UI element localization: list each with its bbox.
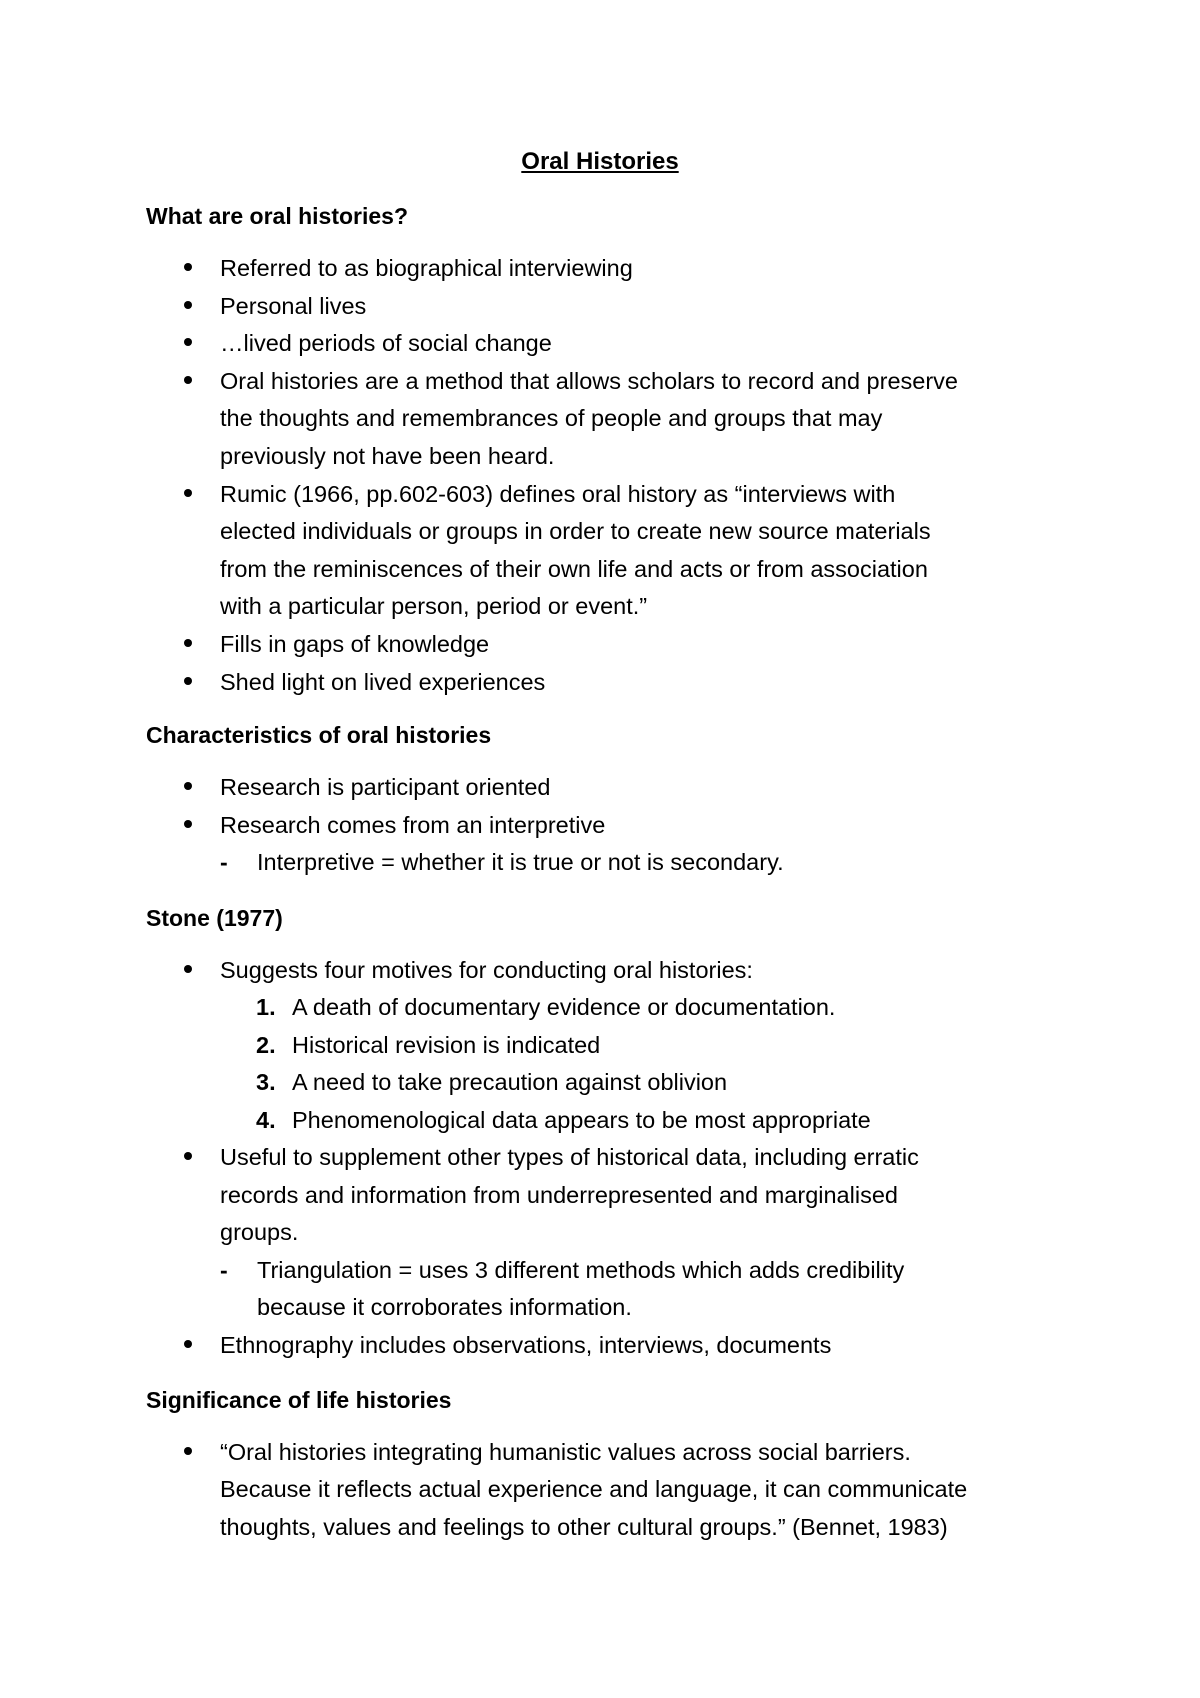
list-item: “Oral histories integrating humanistic values across social barriers. <box>220 1439 911 1465</box>
list-item-continuation: thoughts, values and feelings to other cultural groups.” (Bennet, 1983) <box>220 1514 948 1540</box>
dash-marker: - <box>220 849 228 875</box>
numbered-marker: 2. <box>256 1032 276 1058</box>
list-item: Suggests four motives for conducting oral histories: <box>220 957 753 983</box>
section-heading-significance: Significance of life histories <box>146 1387 452 1413</box>
bullet-dot <box>184 376 192 384</box>
section-heading-what-are: What are oral histories? <box>146 203 409 229</box>
list-item-continuation: elected individuals or groups in order to create new source materials <box>220 518 931 544</box>
bullet-dot <box>184 1447 192 1455</box>
bullet-dot <box>184 1152 192 1160</box>
list-item-continuation: the thoughts and remembrances of people and groups that may <box>220 405 883 431</box>
sub-item: Interpretive = whether it is true or not is secondary. <box>257 849 784 875</box>
list-item-continuation: from the reminiscences of their own life and acts or from association <box>220 556 928 582</box>
numbered-item: A death of documentary evidence or documentation. <box>292 994 836 1020</box>
sub-item-continuation: because it corroborates information. <box>257 1294 632 1320</box>
list-item: Research comes from an interpretive <box>220 812 606 838</box>
dash-marker: - <box>220 1257 228 1283</box>
list-item: Rumic (1966, pp.602-603) defines oral history as “interviews with <box>220 481 896 507</box>
list-item-continuation: previously not have been heard. <box>220 443 555 469</box>
bullet-dot <box>184 1340 192 1348</box>
document-title: Oral Histories <box>521 148 679 175</box>
bullet-dot <box>184 677 192 685</box>
numbered-item: Phenomenological data appears to be most appropriate <box>292 1107 871 1133</box>
numbered-item: A need to take precaution against oblivion <box>292 1069 728 1095</box>
list-item: Personal lives <box>220 293 367 319</box>
numbered-marker: 1. <box>256 994 276 1020</box>
list-item: Oral histories are a method that allows scholars to record and preserve <box>220 368 958 394</box>
section-heading-stone: Stone (1977) <box>146 905 283 931</box>
bullet-dot <box>184 338 192 346</box>
list-item: Shed light on lived experiences <box>220 669 546 695</box>
list-item: …lived periods of social change <box>220 330 552 356</box>
list-item: Useful to supplement other types of historical data, including erratic <box>220 1144 919 1170</box>
numbered-marker: 3. <box>256 1069 276 1095</box>
bullet-dot <box>184 965 192 973</box>
bullet-dot <box>184 639 192 647</box>
section-heading-characteristics: Characteristics of oral histories <box>146 722 492 748</box>
numbered-marker: 4. <box>256 1107 276 1133</box>
list-item: Research is participant oriented <box>220 774 551 800</box>
list-item-continuation: Because it reflects actual experience and language, it can communicate <box>220 1476 968 1502</box>
bullet-dot <box>184 489 192 497</box>
list-item: Fills in gaps of knowledge <box>220 631 490 657</box>
numbered-item: Historical revision is indicated <box>292 1032 601 1058</box>
sub-item: Triangulation = uses 3 different methods which adds credibility <box>257 1257 905 1283</box>
bullet-dot <box>184 301 192 309</box>
list-item-continuation: with a particular person, period or event.” <box>220 593 648 619</box>
list-item-continuation: groups. <box>220 1219 299 1245</box>
list-item-continuation: records and information from underrepresented and marginalised <box>220 1182 898 1208</box>
bullet-dot <box>184 263 192 271</box>
list-item: Ethnography includes observations, interviews, documents <box>220 1332 832 1358</box>
list-item: Referred to as biographical interviewing <box>220 255 633 281</box>
bullet-dot <box>184 820 192 828</box>
bullet-dot <box>184 782 192 790</box>
